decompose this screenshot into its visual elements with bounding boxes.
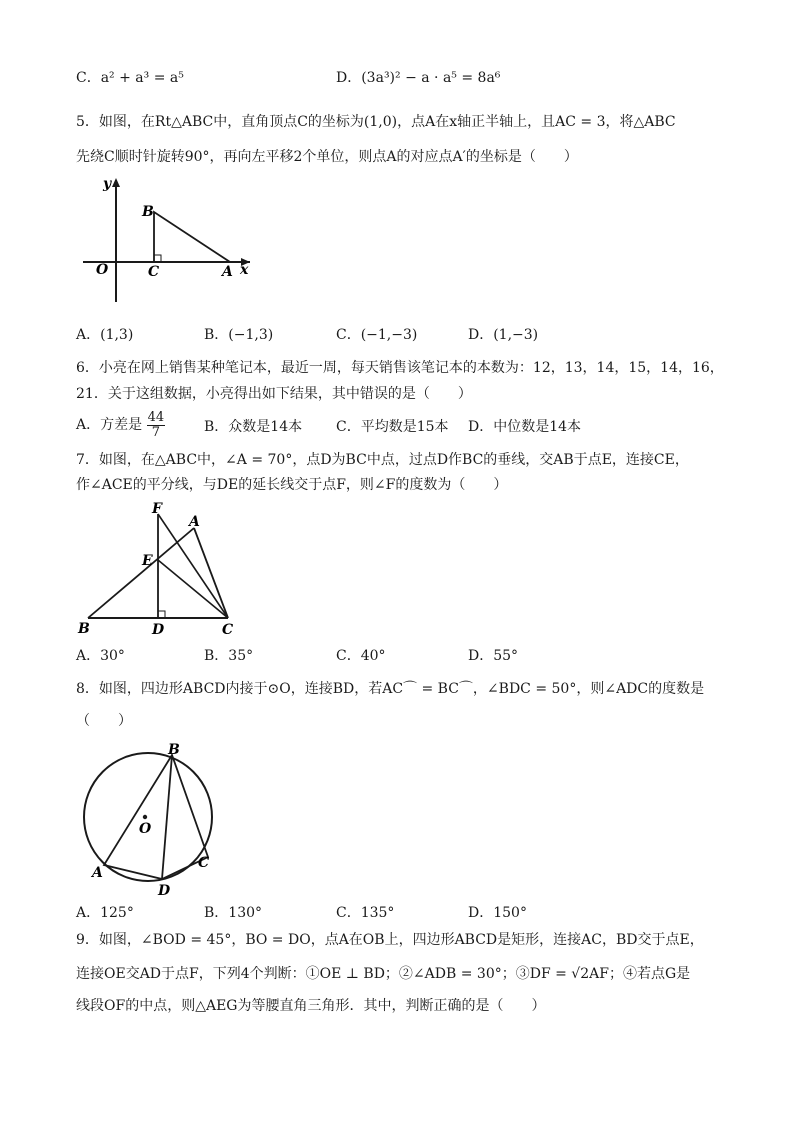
q8-option-d: D．150° xyxy=(468,905,527,921)
q6-option-b: B．众数是14本 xyxy=(204,419,303,435)
label-c: C xyxy=(148,264,160,280)
q5-option-c: C．(−1,−3) xyxy=(336,327,418,343)
q5-option-b: B．(−1,3) xyxy=(204,327,274,343)
q5-stem-line2: 先绕C顺时针旋转90°，再向左平移2个单位，则点A的对应点A′的坐标是（ ） xyxy=(76,149,578,165)
q8-figure xyxy=(78,735,228,900)
label-b: B xyxy=(78,621,90,637)
label-d: D xyxy=(152,622,165,638)
q7-option-a: A．30° xyxy=(76,648,125,664)
label-b: B xyxy=(168,742,180,758)
q7-option-b: B．35° xyxy=(204,648,254,664)
quadrilateral-abcd xyxy=(104,755,208,879)
q4-option-d: D．(3a³)² − a · a⁵ = 8a⁶ xyxy=(336,70,501,86)
q7-option-d: D．55° xyxy=(468,648,519,664)
label-o: O xyxy=(96,262,109,278)
q9-stem-line3: 线段OF的中点，则△AEG为等腰直角三角形．其中，判断正确的是（ ） xyxy=(76,998,546,1014)
circle-o xyxy=(84,753,212,881)
label-e: E xyxy=(142,553,153,569)
y-axis-arrow xyxy=(112,178,120,187)
triangle-abc xyxy=(154,212,230,262)
diagonal-bd xyxy=(162,755,172,879)
fraction-numerator: 44 xyxy=(147,409,165,425)
q8-stem-line1: 8．如图，四边形ABCD内接于⊙O，连接BD，若AC⌒ = BC⌒，∠BDC = 50°，则∠ADC的度数是 xyxy=(76,681,705,697)
q8-option-c: C．135° xyxy=(336,905,395,921)
q8-option-a: A．125° xyxy=(76,905,134,921)
q6-option-a-fraction xyxy=(147,411,166,440)
q5-option-a: A．(1,3) xyxy=(76,327,134,343)
label-c: C xyxy=(222,622,234,638)
q8-stem-line2: （ ） xyxy=(76,713,132,729)
q6-option-a-prefix: A．方差是 xyxy=(76,417,143,433)
center-point xyxy=(143,815,147,819)
q7-figure xyxy=(76,500,246,640)
q9-stem-line1: 9．如图，∠BOD = 45°，BO = DO，点A在OB上，四边形ABCD是矩形，连接AC，BD交于点E， xyxy=(76,932,704,948)
q7-stem-line1: 7．如图，在△ABC中，∠A = 70°，点D为BC中点，过点D作BC的垂线，交AB于点E，连接CE， xyxy=(76,452,689,468)
q5-figure xyxy=(78,172,258,307)
right-angle-mark xyxy=(154,255,161,262)
q5-option-d: D．(1,−3) xyxy=(468,327,539,343)
q6-stem-line1: 6．小亮在网上销售某种笔记本，最近一周，每天销售该笔记本的本数为：12，13，14，15，14，16， xyxy=(76,360,724,376)
label-b: B xyxy=(142,204,154,220)
fraction-denominator: 7 xyxy=(151,424,160,440)
label-y: y xyxy=(103,176,112,192)
label-a: A xyxy=(222,264,233,280)
segment-ba xyxy=(88,528,194,618)
q4-option-c: C．a² + a³ = a⁵ xyxy=(76,70,184,86)
label-f: F xyxy=(152,501,162,517)
right-angle-mark xyxy=(158,611,165,618)
label-a: A xyxy=(92,865,103,881)
label-x: x xyxy=(240,262,249,278)
q7-option-c: C．40° xyxy=(336,648,386,664)
q6-option-a xyxy=(76,407,165,443)
q6-option-d: D．中位数是14本 xyxy=(468,419,582,435)
q9-stem-line2: 连接OE交AD于点F，下列4个判断：①OE ⊥ BD；②∠ADB = 30°；③DF = √2AF；④若点G是 xyxy=(76,966,691,982)
q8-option-b: B．130° xyxy=(204,905,263,921)
label-d: D xyxy=(158,883,171,899)
label-c: C xyxy=(198,855,210,871)
q5-stem-line1: 5．如图，在Rt△ABC中，直角顶点C的坐标为(1,0)，点A在x轴正半轴上，且AC = 3，将△ABC xyxy=(76,114,676,130)
q6-stem-line2: 21．关于这组数据，小亮得出如下结果，其中错误的是（ ） xyxy=(76,386,472,402)
label-o: O xyxy=(139,821,152,837)
q7-stem-line2: 作∠ACE的平分线，与DE的延长线交于点F，则∠F的度数为（ ） xyxy=(76,477,508,493)
q6-option-c: C．平均数是15本 xyxy=(336,419,449,435)
label-a: A xyxy=(189,514,200,530)
